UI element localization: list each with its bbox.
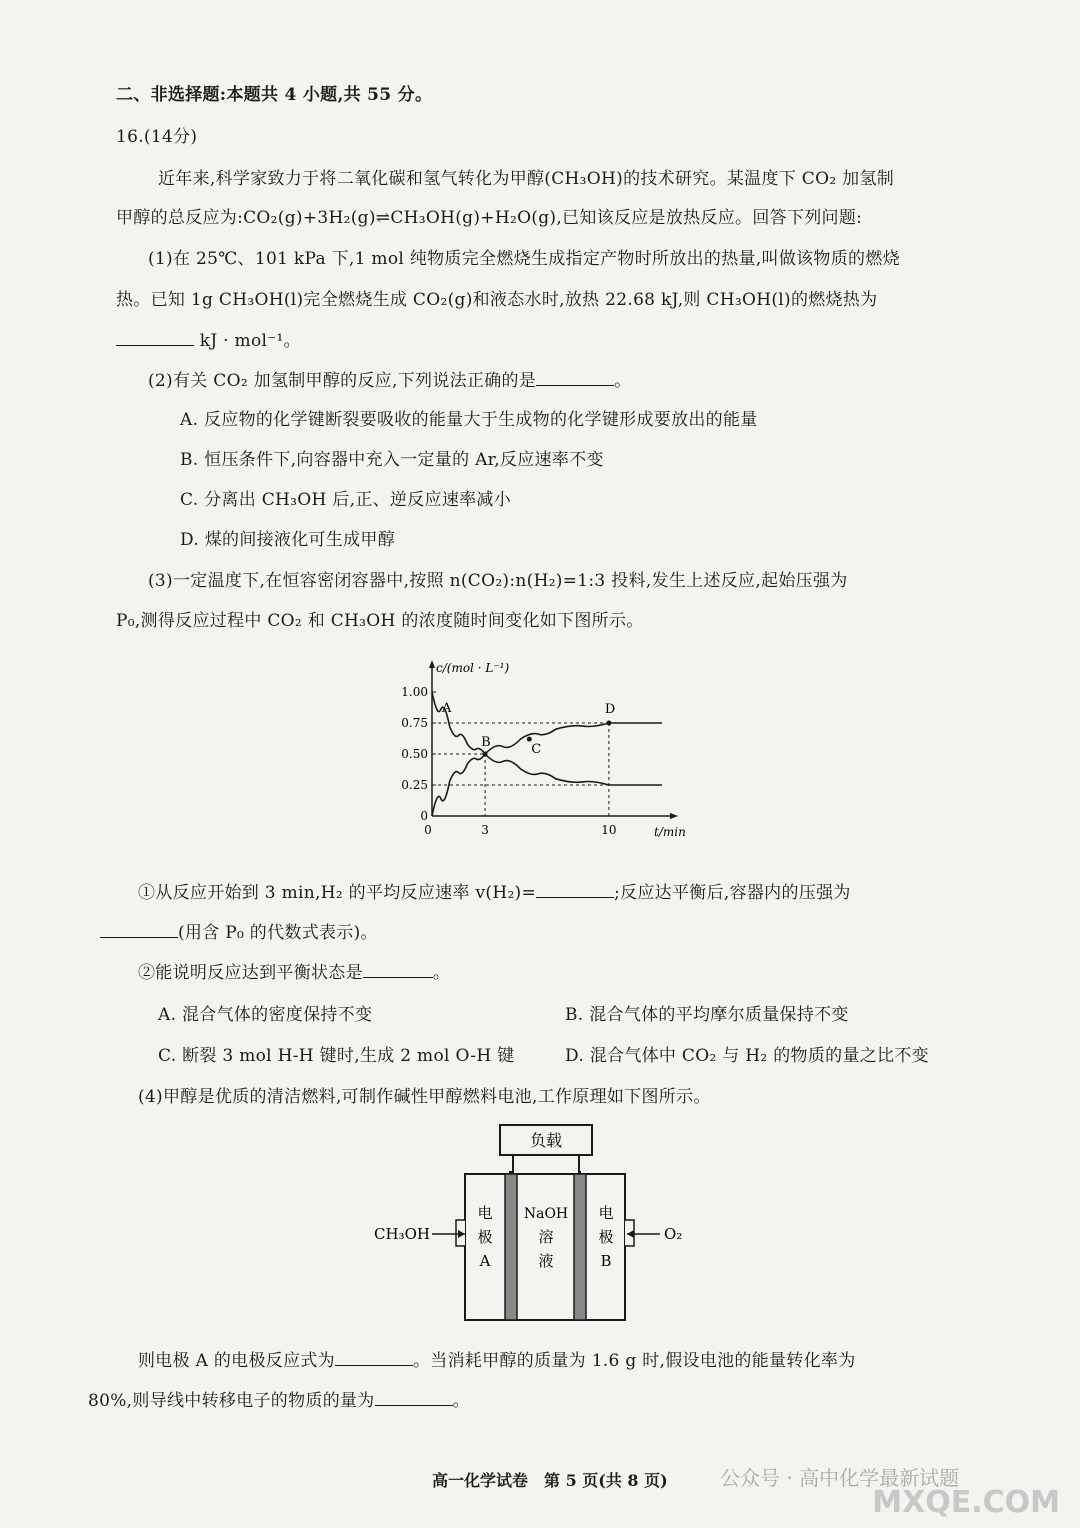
- unit-label: kJ · mol⁻¹。: [199, 331, 301, 351]
- y-tick-label: 0.50: [401, 747, 428, 761]
- y-tick-label: 0.75: [401, 716, 428, 730]
- question-number: 16.(14分): [116, 127, 198, 147]
- electrolyte-2: 溶: [538, 1228, 554, 1246]
- chart-axes: [429, 660, 678, 819]
- part2-stem: [148, 366, 631, 391]
- part3-q1-line-2: [100, 918, 378, 943]
- input-methanol: CH₃OH: [374, 1225, 430, 1243]
- part2-text: (2)有关 CO₂ 加氢制甲醇的反应,下列说法正确的是: [148, 371, 537, 391]
- part2-end: 。: [614, 371, 632, 391]
- point-marker: [606, 721, 611, 726]
- part2-option-c: C. 分离出 CH₃OH 后,正、逆反应速率减小: [180, 490, 512, 510]
- x-tick-label: 10: [601, 823, 617, 837]
- q3-2-end: 。: [432, 963, 451, 983]
- part2-option-b: B. 恒压条件下,向容器中充入一定量的 Ar,反应速率不变: [180, 450, 604, 470]
- part4-q1: [138, 1346, 856, 1371]
- part1-line-3: [116, 326, 301, 351]
- point-label-D: D: [604, 702, 616, 717]
- electrolyte-1: NaOH: [523, 1206, 569, 1222]
- q3-1-text3: (用含 P₀ 的代数式表示)。: [178, 923, 378, 943]
- answer-blank[interactable]: [100, 923, 178, 938]
- load-label: 负载: [529, 1131, 563, 1150]
- page-footer: 高一化学试卷 第 5 页(共 8 页): [432, 1471, 668, 1490]
- answer-blank[interactable]: [536, 371, 614, 386]
- y-tick-label: 1.00: [401, 685, 428, 699]
- answer-blank[interactable]: [375, 1391, 453, 1406]
- answer-blank[interactable]: [116, 331, 194, 346]
- p4-q1-text2: 。当消耗甲醇的质量为 1.6 g 时,假设电池的能量转化率为: [412, 1351, 856, 1371]
- electrode-b-char-2: 极: [598, 1228, 614, 1246]
- x-tick-label: 0: [424, 823, 432, 837]
- part1-line-2: 热。已知 1g CH₃OH(l)完全燃烧生成 CO₂(g)和液态水时,放热 22.68 kJ,则 CH₃OH(l)的燃烧热为: [116, 290, 878, 310]
- part2-option-d: D. 煤的间接液化可生成甲醇: [180, 530, 396, 550]
- electrolyte-3: 液: [538, 1252, 554, 1270]
- series-line-2: [432, 723, 662, 816]
- point-label-C: C: [531, 742, 542, 758]
- part3-q1-line-1: [138, 878, 851, 903]
- q3-2-text: ②能说明反应达到平衡状态是: [138, 963, 363, 983]
- q3-1-text2: ;反应达平衡后,容器内的压强为: [614, 883, 851, 903]
- part2-option-a: A. 反应物的化学键断裂要吸收的能量大于生成物的化学键形成要放出的能量: [180, 410, 758, 430]
- y-axis-arrow: [429, 660, 435, 668]
- concentration-time-chart: [370, 648, 690, 848]
- answer-blank[interactable]: [536, 883, 614, 898]
- point-marker: [483, 752, 488, 757]
- part3-q2-option-b: B. 混合气体的平均摩尔质量保持不变: [565, 1005, 849, 1025]
- cell-body: [465, 1174, 625, 1320]
- p4-q1-text: 则电极 A 的电极反应式为: [138, 1351, 335, 1371]
- y-tick-label: 0.25: [401, 778, 428, 792]
- part3-q2: [138, 958, 450, 983]
- q3-1-text: ①从反应开始到 3 min,H₂ 的平均反应速率 v(H₂)=: [138, 883, 537, 903]
- point-marker: [527, 737, 532, 742]
- answer-blank[interactable]: [363, 963, 433, 978]
- part3-q2-option-d: D. 混合气体中 CO₂ 与 H₂ 的物质的量之比不变: [565, 1046, 929, 1066]
- section-title: 二、非选择题:本题共 4 小题,共 55 分。: [116, 85, 433, 105]
- fuel-cell-diagram: [370, 1118, 710, 1328]
- electrode-a-char-3: A: [479, 1252, 491, 1270]
- site-logo: MXQE.COM: [872, 1485, 1060, 1520]
- p4-q2-text: 80%,则导线中转移电子的物质的量为: [88, 1391, 375, 1411]
- part3-line-2: P₀,测得反应过程中 CO₂ 和 CH₃OH 的浓度随时间变化如下图所示。: [116, 611, 644, 631]
- electrode-b-char-1: 电: [598, 1204, 614, 1222]
- intro-line-1: 近年来,科学家致力于将二氧化碳和氢气转化为甲醇(CH₃OH)的技术研究。某温度下 CO₂ 加氢制: [158, 169, 895, 189]
- intro-line-2: 甲醇的总反应为:CO₂(g)+3H₂(g)⇌CH₃OH(g)+H₂O(g),已知该反应是放热反应。回答下列问题:: [116, 208, 863, 228]
- input-oxygen: O₂: [664, 1225, 683, 1243]
- electrode-a-char-1: 电: [477, 1204, 493, 1222]
- chart-series: [432, 692, 662, 816]
- p4-q2-end: 。: [452, 1391, 470, 1411]
- electrode-a-char-2: 极: [477, 1228, 493, 1246]
- electrode-b-char-3: B: [600, 1252, 612, 1270]
- chart-labels: [401, 661, 686, 839]
- point-label-B: B: [481, 735, 491, 750]
- point-label-A: A: [442, 701, 452, 716]
- answer-blank[interactable]: [335, 1351, 413, 1366]
- y-tick-label: 0: [420, 809, 428, 823]
- x-axis-title: t/min: [654, 825, 686, 839]
- x-axis-arrow: [670, 813, 678, 819]
- y-axis-title: c/(mol · L⁻¹): [436, 661, 510, 675]
- part1-line-1: (1)在 25℃、101 kPa 下,1 mol 纯物质完全燃烧生成指定产物时所放出的热量,叫做该物质的燃烧: [148, 249, 900, 269]
- part3-line-1: (3)一定温度下,在恒容密闭容器中,按照 n(CO₂):n(H₂)=1:3 投料,发生上述反应,起始压强为: [148, 571, 848, 591]
- part4-stem: (4)甲醇是优质的清洁燃料,可制作碱性甲醇燃料电池,工作原理如下图所示。: [138, 1087, 711, 1107]
- part3-q2-option-a: A. 混合气体的密度保持不变: [158, 1005, 373, 1025]
- x-tick-label: 3: [481, 823, 489, 837]
- series-line-1: [432, 692, 662, 785]
- part3-q2-option-c: C. 断裂 3 mol H-H 键时,生成 2 mol O-H 键: [158, 1046, 515, 1066]
- electrode-a-plate: [505, 1174, 517, 1320]
- part4-q2: [88, 1386, 470, 1411]
- electrode-b-plate: [574, 1174, 586, 1320]
- wechat-watermark: 公众号 · 高中化学最新试题: [720, 1466, 960, 1490]
